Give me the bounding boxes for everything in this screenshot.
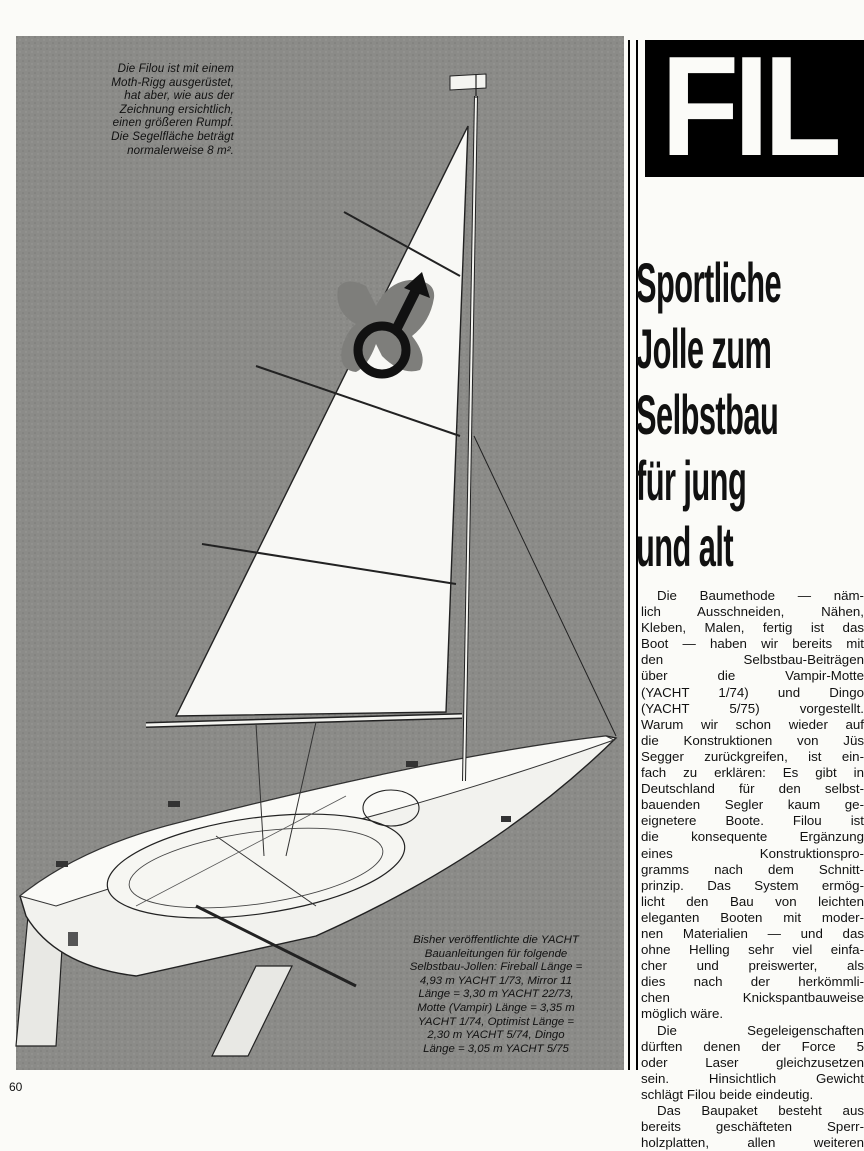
caption-bottom-line: Motte (Vampir) Länge = 3,35 m (417, 1001, 575, 1014)
headline-line: Selbstbau (636, 383, 779, 446)
body-line: (YACHT 1/74) und Dingo (641, 684, 864, 700)
caption-top-line: Moth-Rigg ausgerüstet, (111, 75, 234, 89)
body-line: holzplatten, allen weiteren (641, 1135, 864, 1151)
caption-top-line: Die Filou ist mit einem (117, 62, 234, 75)
body-line: eignetere Boote. Filou ist (641, 813, 864, 829)
body-line: sein. Hinsichtlich Gewicht (641, 1070, 864, 1086)
body-line: Die Segeleigenschaften (657, 1022, 864, 1038)
body-line: oder Laser gleichzusetzen (641, 1054, 864, 1070)
body-line: Kleben, Malen, fertig ist das (641, 620, 864, 636)
header-title-block (645, 27, 864, 186)
body-line: chen Knickspantbauweise (641, 990, 864, 1006)
caption-top-line: Zeichnung ersichtlich, (119, 102, 234, 116)
body-line: prinzip. Das System ermög- (641, 877, 864, 893)
caption-bottom-line: 2,30 m YACHT 5/74, Dingo (427, 1029, 565, 1042)
sailboat-drawing (16, 36, 624, 1070)
body-line: Deutschland für den selbst- (641, 781, 864, 797)
body-line: lich Ausschneiden, Nähen, (641, 604, 864, 620)
body-line: die Konstruktionen von Jüs (641, 732, 864, 748)
body-line: fach zu erklären: Es gibt in (641, 765, 864, 781)
caption-top-line: einen größeren Rumpf. (112, 116, 234, 130)
caption-bottom-line: YACHT 1/74, Optimist Länge = (417, 1015, 575, 1028)
body-line: gramms nach dem Schnitt- (641, 861, 864, 877)
caption-top-line: normalerweise 8 m². (127, 143, 234, 157)
body-line: die konsequente Ergänzung (641, 829, 864, 845)
body-line: den Selbstbau-Beiträgen (641, 652, 864, 668)
headline-line: und alt (636, 515, 734, 578)
body-line: ohne Helling sehr viel einfa- (641, 942, 864, 958)
body-line: Boot — haben wir bereits mit (641, 636, 864, 652)
body-line: (YACHT 5/75) vorgestellt. (641, 700, 864, 716)
body-line: dürften denen der Force 5 (641, 1038, 864, 1054)
headline-line: Sportliche (636, 251, 782, 314)
body-line: nen Materialien — und das (641, 925, 864, 941)
body-line: eines Konstruktionspro- (641, 845, 864, 861)
article-body (641, 588, 864, 1151)
caption-bottom-line: Länge = 3,30 m YACHT 22/73, (418, 988, 574, 1001)
body-line: eleganten Booten mit moder- (641, 909, 864, 925)
caption-bottom-line: Selbstbau-Jollen: Fireball Länge = (409, 961, 583, 974)
caption-bottom (376, 934, 616, 1056)
headline-line: für jung (636, 449, 747, 512)
body-line: bereits geschäfteten Sperr- (641, 1119, 864, 1135)
body-line: über die Vampir-Motte (641, 668, 864, 684)
caption-top (46, 62, 234, 157)
headline-line: Jolle zum (636, 317, 772, 380)
body-line: cher und preiswerter, als (641, 958, 864, 974)
boat-illustration (16, 36, 624, 1070)
page-number: 60 (9, 1080, 23, 1094)
caption-bottom-line: 4,93 m YACHT 1/73, Mirror 11 (419, 974, 573, 987)
body-line: Das Baupaket besteht aus (657, 1103, 864, 1118)
caption-top-line: Die Segelfläche beträgt (111, 129, 234, 143)
body-line: dies nach der herkömmli- (641, 974, 864, 990)
caption-top-line: hat aber, wie aus der (124, 89, 234, 103)
body-line: bauenden Segler kaum ge- (641, 797, 864, 813)
caption-bottom-line: Bisher veröffentlichte die YACHT (413, 934, 579, 946)
body-line: schlägt Filou beide eindeutig. (641, 1086, 814, 1102)
body-line: licht den Bau von leichten (641, 893, 864, 909)
body-line: Warum wir schon wieder auf (641, 716, 864, 732)
body-line: Die Baumethode — näm- (657, 588, 864, 603)
body-line: Segger zurückgreifen, ist ein- (641, 748, 864, 764)
column-rule-left (628, 40, 630, 1070)
caption-bottom-line: Bauanleitungen für folgende (424, 947, 568, 960)
header-title: FIL (661, 27, 837, 186)
caption-bottom-line: Länge = 3,05 m YACHT 5/75 (423, 1042, 569, 1055)
headline (636, 250, 864, 580)
body-line: möglich wäre. (641, 1006, 724, 1022)
